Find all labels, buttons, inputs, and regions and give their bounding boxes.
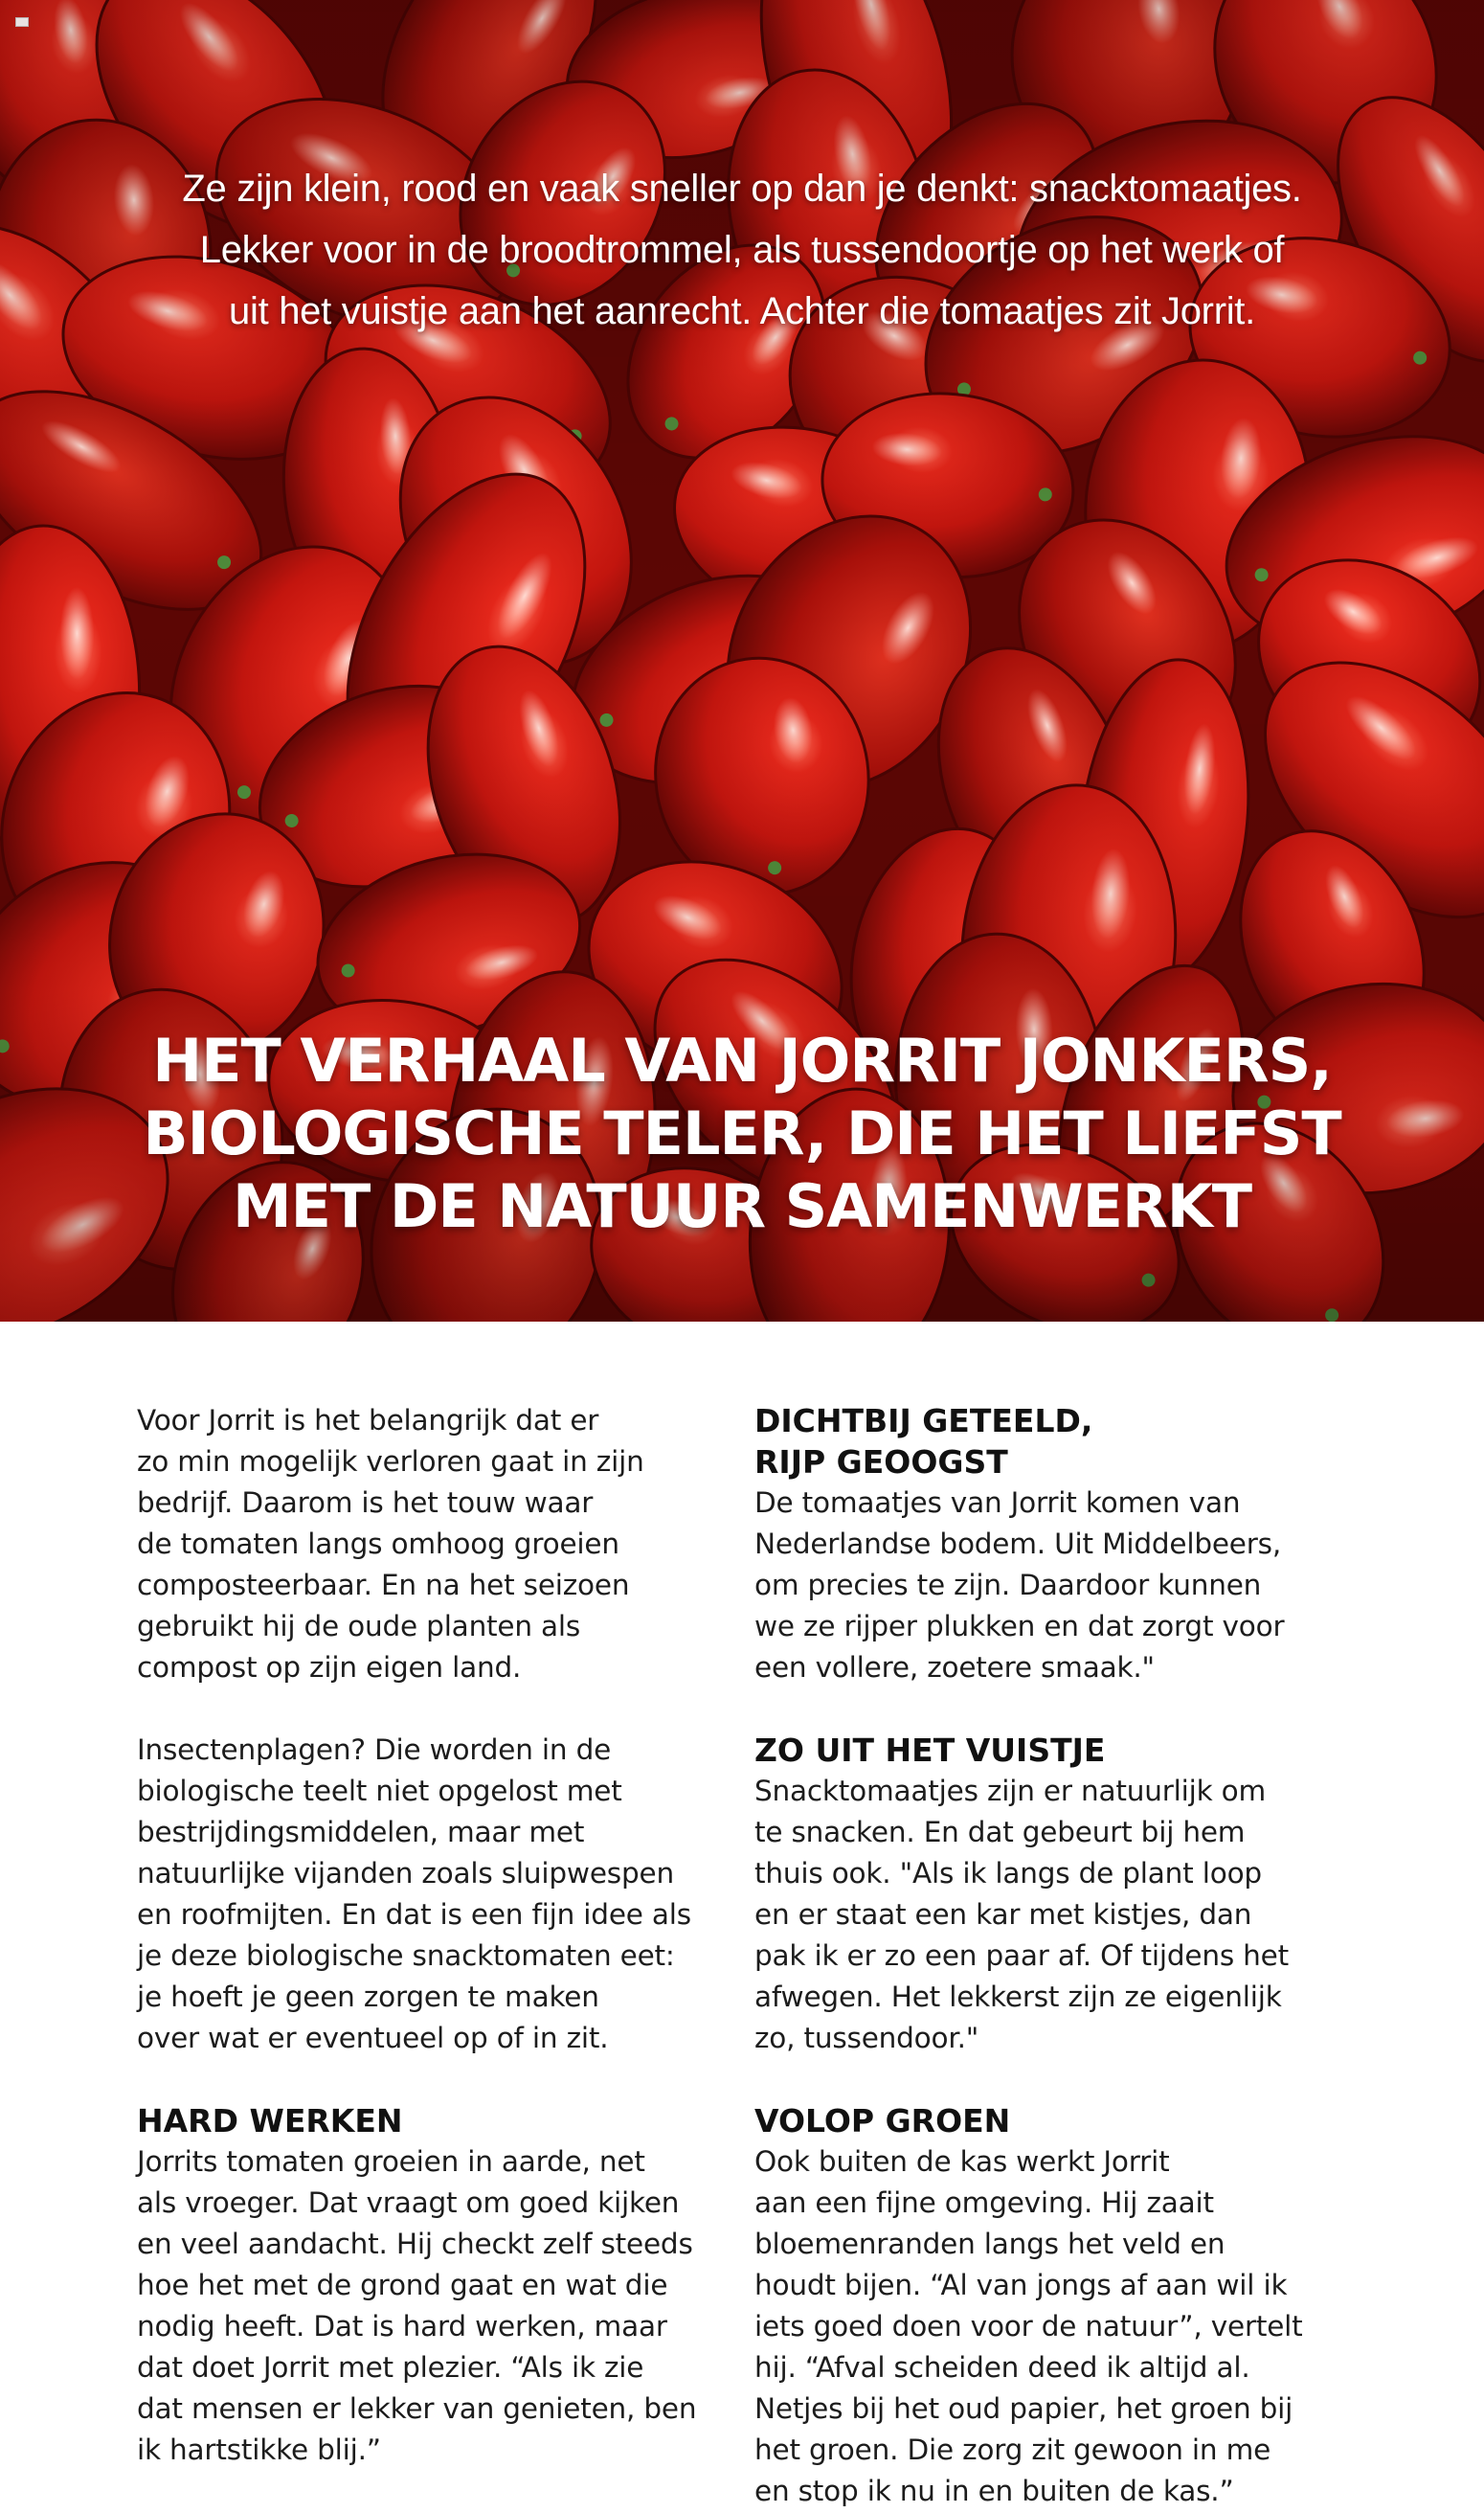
hero-intro-line: Lekker voor in de broodtrommel, als tussendoortje op het werk of: [199, 229, 1285, 271]
spacer: [137, 2059, 750, 2100]
heading-line: RIJP GEOOGST: [754, 1443, 1008, 1481]
text-line: te snacken. En dat gebeurt bij hem: [754, 1816, 1246, 1848]
text-line: iets goed doen voor de natuur”, vertelt: [754, 2310, 1303, 2343]
text-line: ik hartstikke blij.”: [137, 2434, 381, 2466]
hero-title-line: BIOLOGISCHE TELER, DIE HET LIEFST: [143, 1098, 1341, 1168]
text-line: biologische teelt niet opgelost met: [137, 1775, 622, 1807]
spacer: [754, 1688, 1367, 1730]
text-line: en er staat een kar met kistjes, dan: [754, 1898, 1252, 1931]
text-line: je hoeft je geen zorgen te maken: [137, 1981, 599, 2013]
hero-intro-text: [124, 158, 1360, 342]
text-line: Jorrits tomaten groeien in aarde, net: [137, 2145, 645, 2178]
text-line: composteerbaar. En na het seizoen: [137, 1569, 630, 1601]
text-line: over wat er eventueel op of in zit.: [137, 2022, 609, 2054]
hero-intro-line: uit het vuistje aan het aanrecht. Achter die tomaatjes zit Jorrit.: [229, 290, 1255, 332]
heading-hard-werken: [137, 2100, 750, 2141]
text-line: zo, tussendoor.": [754, 2022, 979, 2054]
text-line: en stop ik nu in en buiten de kas.”: [754, 2475, 1234, 2507]
page-marker-icon: [15, 17, 29, 27]
text-line: aan een fijne omgeving. Hij zaait: [754, 2186, 1214, 2219]
text-line: en veel aandacht. Hij checkt zelf steeds: [137, 2228, 693, 2260]
text-line: houdt bijen. “Al van jongs af aan wil ik: [754, 2269, 1288, 2301]
heading-line: ZO UIT HET VUISTJE: [754, 1732, 1106, 1769]
text-line: Ook buiten de kas werkt Jorrit: [754, 2145, 1170, 2178]
right-article-column: [754, 1400, 1367, 2512]
text-line: de tomaten langs omhoog groeien: [137, 1528, 619, 1560]
text-line: dat mensen er lekker van genieten, ben: [137, 2392, 697, 2425]
text-line: Snacktomaatjes zijn er natuurlijk om: [754, 1775, 1267, 1807]
text-line: we ze rijper plukken en dat zorgt voor: [754, 1610, 1285, 1642]
text-line: Insectenplagen? Die worden in de: [137, 1733, 612, 1766]
text-line: een vollere, zoetere smaak.": [754, 1651, 1155, 1684]
heading-volop-groen: [754, 2100, 1367, 2141]
text-line: thuis ook. "Als ik langs de plant loop: [754, 1857, 1262, 1890]
heading-dichtbij-geteeld: [754, 1400, 1367, 1483]
text-line: Nederlandse bodem. Uit Middelbeers,: [754, 1528, 1282, 1560]
text-line: je deze biologische snacktomaten eet:: [137, 1939, 675, 1972]
hero-title: [115, 1025, 1369, 1243]
heading-zo-uit-het-vuistje: [754, 1730, 1367, 1771]
text-line: gebruikt hij de oude planten als: [137, 1610, 581, 1642]
heading-line: DICHTBIJ GETEELD,: [754, 1402, 1093, 1439]
text-line: De tomaatjes van Jorrit komen van: [754, 1486, 1241, 1519]
heading-line: HARD WERKEN: [137, 2102, 403, 2139]
paragraph-insects: [137, 1730, 750, 2059]
text-line: om precies te zijn. Daardoor kunnen: [754, 1569, 1262, 1601]
text-line: bloemenranden langs het veld en: [754, 2228, 1225, 2260]
text-line: nodig heeft. Dat is hard werken, maar: [137, 2310, 667, 2343]
paragraph-volop-groen: [754, 2141, 1367, 2512]
text-line: zo min mogelijk verloren gaat in zijn: [137, 1445, 644, 1478]
text-line: het groen. Die zorg zit gewoon in me: [754, 2434, 1271, 2466]
spacer: [754, 2059, 1367, 2100]
text-line: hij. “Afval scheiden deed ik altijd al.: [754, 2351, 1250, 2384]
text-line: compost op zijn eigen land.: [137, 1651, 522, 1684]
spacer: [137, 1688, 750, 1730]
text-line: natuurlijke vijanden zoals sluipwespen: [137, 1857, 674, 1890]
paragraph-dichtbij-geteeld: [754, 1483, 1367, 1688]
text-line: als vroeger. Dat vraagt om goed kijken: [137, 2186, 680, 2219]
text-line: dat doet Jorrit met plezier. “Als ik zie: [137, 2351, 644, 2384]
paragraph-hard-werken: [137, 2141, 750, 2471]
paragraph-waste: [137, 1400, 750, 1688]
text-line: hoe het met de grond gaat en wat die: [137, 2269, 668, 2301]
paragraph-zo-uit-het-vuistje: [754, 1771, 1367, 2059]
hero-title-line: MET DE NATUUR SAMENWERKT: [232, 1171, 1252, 1241]
text-line: pak ik er zo een paar af. Of tijdens het: [754, 1939, 1289, 1972]
heading-line: VOLOP GROEN: [754, 2102, 1011, 2139]
hero-title-line: HET VERHAAL VAN JORRIT JONKERS,: [152, 1026, 1332, 1096]
text-line: Netjes bij het oud papier, het groen bij: [754, 2392, 1293, 2425]
hero-intro-line: Ze zijn klein, rood en vaak sneller op dan je denkt: snacktomaatjes.: [182, 168, 1302, 210]
text-line: afwegen. Het lekkerst zijn ze eigenlijk: [754, 1981, 1282, 2013]
left-article-column: [137, 1400, 750, 2471]
text-line: bedrijf. Daarom is het touw waar: [137, 1486, 594, 1519]
text-line: en roofmijten. En dat is een fijn idee als: [137, 1898, 691, 1931]
text-line: Voor Jorrit is het belangrijk dat er: [137, 1404, 599, 1437]
text-line: bestrijdingsmiddelen, maar met: [137, 1816, 585, 1848]
